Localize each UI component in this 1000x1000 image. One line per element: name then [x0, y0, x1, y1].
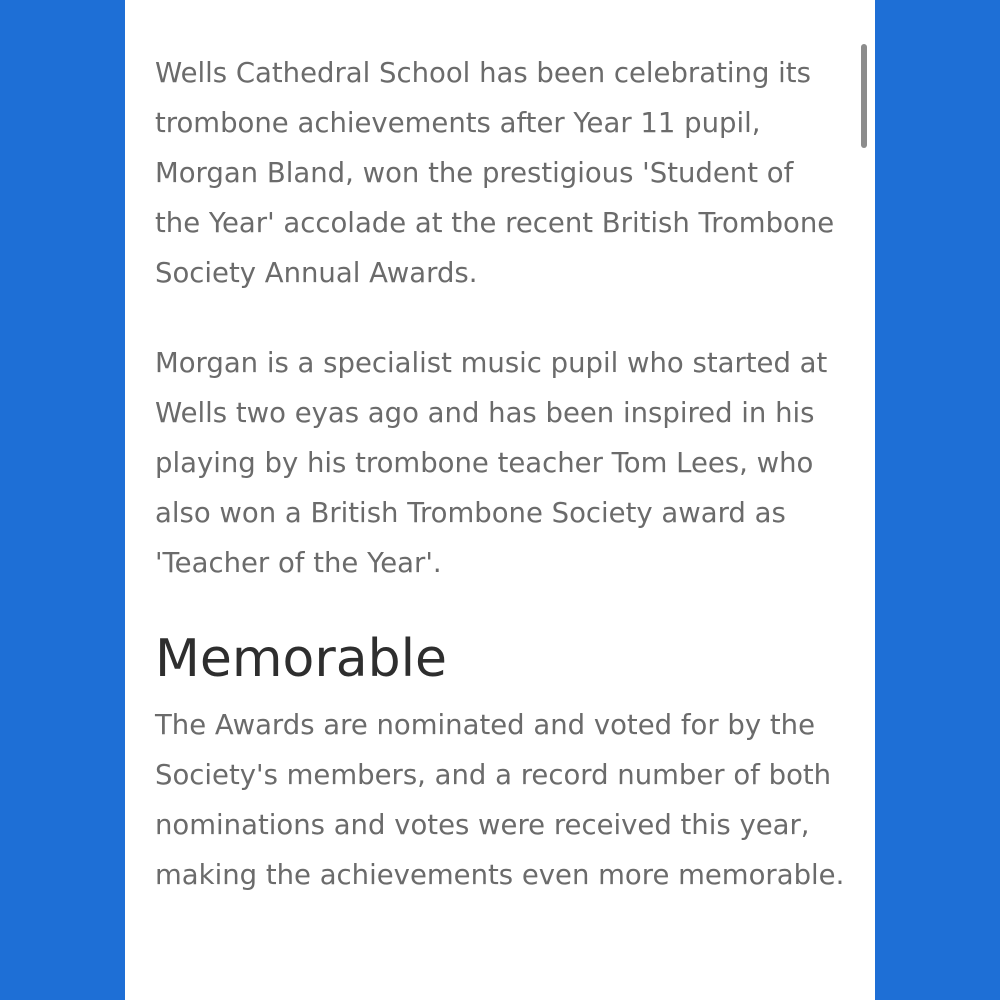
article-paragraph-2: Morgan is a specialist music pupil who started at Wells two eyas ago and has been inspired in his playing by his trombone teacher Tom Lees, who also won a British Trombone Society award as 'Teacher of the Year'.	[155, 347, 828, 579]
section-paragraph: The Awards are nominated and voted for by the Society's members, and a record number of both nominations and votes were received this year, making the achievements even more memorable.	[155, 709, 845, 891]
article-paragraph-1: Wells Cathedral School has been celebrating its trombone achievements after Year 11 pupil, Morgan Bland, won the prestigious 'Student of the Year' accolade at the recent British Trombone Society Annual Awards.	[155, 57, 835, 289]
article-page	[125, 0, 875, 1000]
section-heading: Memorable	[155, 629, 448, 689]
vertical-scrollbar-thumb[interactable]	[861, 44, 867, 148]
article-body	[155, 48, 845, 900]
